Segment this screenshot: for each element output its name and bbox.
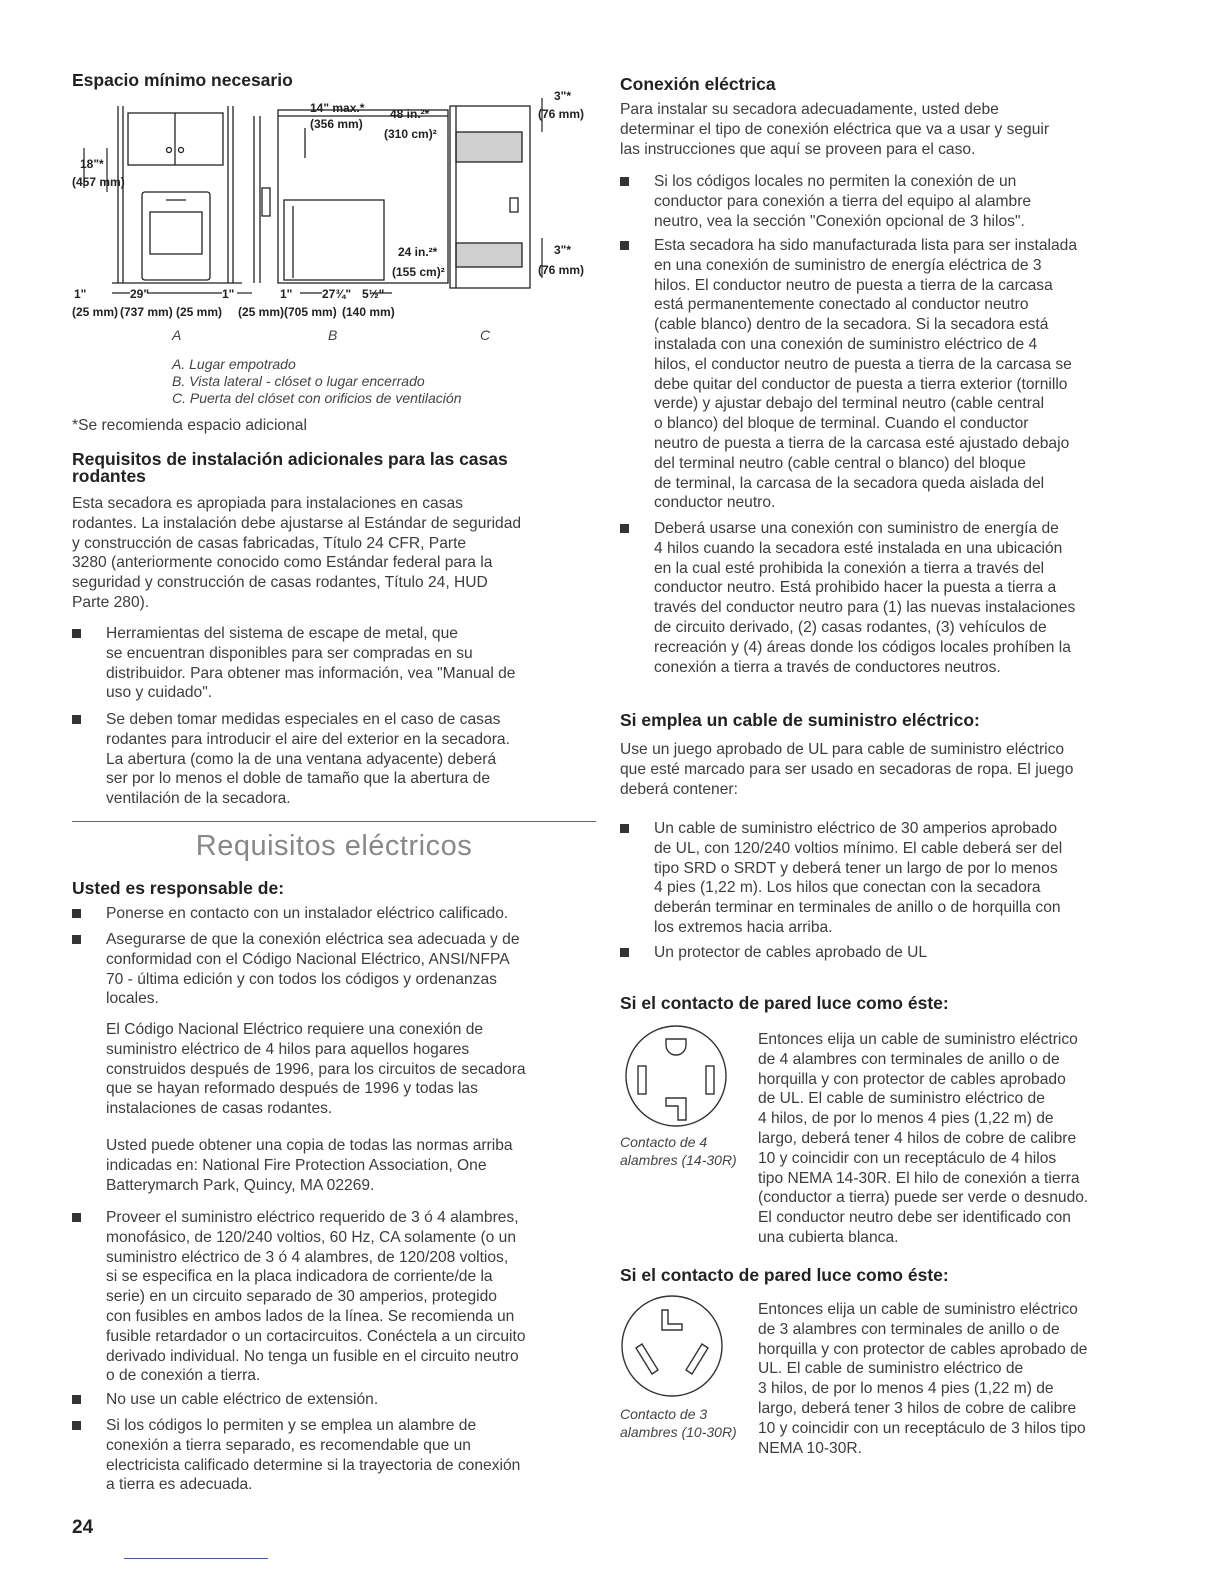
dim-b1: 1" xyxy=(74,287,87,301)
dim-b1c: 1" xyxy=(280,287,293,301)
dim-b1b-mm: (25 mm) xyxy=(176,305,223,319)
section-title: Requisitos eléctricos xyxy=(195,830,473,862)
dim-14-mm: (356 mm) xyxy=(310,117,363,131)
dim-24-cm: (155 cm)² xyxy=(392,265,445,279)
dim-18-mm: (457 mm) xyxy=(72,175,125,189)
section-divider xyxy=(72,821,596,822)
mobile-home-paragraph: Esta secadora es apropiada para instalaciones en casas rodantes. La instalación debe ajustarse al Estándar de seguridad y construcción de casas fabricadas, Título 24 CFR, Parte 3280 (anteriormente conocido como Estándar federal para la seguridad y construcción de casas rodantes, Título 24, HUD Parte 280). xyxy=(72,495,522,611)
dim-3-bot: 3"* xyxy=(554,243,572,257)
wall1-text: Entonces elija un cable de suministro eléctrico de 4 alambres con terminales de anillo o de horquilla y con protector de cables aprobado de UL. El cable de suministro eléctrico de 4 hilos, de por lo menos 4 pies (1,22 m) de largo, deberá tener 4 hilos de cobre de calibre 10 y coincidir con un receptáculo de 4 hilos tipo NEMA 14-30R. El hilo de conexión a tierra (conductor a tierra) puede ser verde o desnudo. El conductor neutro debe ser identificado con una cubierta blanca. xyxy=(758,1031,1089,1246)
cord-bullet-1: Un cable de suministro eléctrico de 30 amperios aprobado de UL, con 120/240 voltios mínimo. El cable deberá ser del tipo SRD o SRDT y deberá tener un largo de por lo menos 4 pies (1,22 m). Los hilos que conectan con la secadora deberán terminar en terminales de anillo o de horquilla con los extremos hacia arriba. xyxy=(620,819,1174,938)
conn-intro: Para instalar su secadora adecuadamente, usted debe determinar el tipo de conexión eléctrica que va a usar y seguir las instrucciones que aquí se proveen para el caso. xyxy=(620,101,1050,158)
dim-b1c-mm: (25 mm) xyxy=(238,305,285,319)
label-a: A xyxy=(172,327,182,343)
dim-3-top: 3"* xyxy=(554,89,572,103)
dim-24: 24 in.²* xyxy=(398,245,438,259)
conn-bullet-1: Si los códigos locales no permiten la conexión de un conductor para conexión a tierra del equipo al alambre neutro, vea la sección "Conexión opcional de 3 hilos". xyxy=(620,172,1174,231)
mobile-bullet-2: Se deben tomar medidas especiales en el caso de casas rodantes para introducir el aire del exterior en la secadora. La abertura (como la de una ventana adyacente) deberá ser por lo menos el doble de tamaño que la abertura de ventilación de la secadora. xyxy=(72,710,596,809)
responsible-bullet-2: Asegurarse de que la conexión eléctrica sea adecuada y de conformidad con el Código Nacional Eléctrico, ANSI/NFPA 70 - última edición y con todos los códigos y ordenanzas locales. xyxy=(72,930,626,1009)
additional-space-note: *Se recomienda espacio adicional xyxy=(72,417,307,434)
dim-b1-mm: (25 mm) xyxy=(72,305,119,319)
dim-18: 18"* xyxy=(80,157,104,171)
conn-heading: Conexión eléctrica xyxy=(620,74,776,94)
responsible-bullet-5: Si los códigos lo permiten y se emplea un alambre de conexión a tierra separado, es recomendable que un electricista calificado determine si la trayectoria de conexión a tierra es adecuada. xyxy=(72,1416,626,1495)
wall1-caption: Contacto de 4 alambres (14-30R) xyxy=(620,1134,737,1168)
dim-b5-mm: (140 mm) xyxy=(342,305,395,319)
wall2-text: Entonces elija un cable de suministro eléctrico de 3 alambres con terminales de anillo o de horquilla y con protector de cables aprobado de UL. El cable de suministro eléctrico de 3 hilos, de por lo menos 4 pies (1,22 m) de largo, deberá tener 3 hilos de cobre de calibre 10 y coincidir con un receptáculo de 3 hilos tipo NEMA 10-30R. xyxy=(758,1301,1088,1457)
cord-intro: Use un juego aprobado de UL para cable de suministro eléctrico que esté marcado para ser usado en secadoras de ropa. El juego deberá contener: xyxy=(620,741,1074,798)
dryer-front xyxy=(142,192,210,280)
three-wire-outlet-icon xyxy=(618,1292,726,1400)
dim-b29-mm: (737 mm) xyxy=(120,305,173,319)
conn-bullet-2: Esta secadora ha sido manufacturada lista para ser instalada en una conexión de suministro de energía eléctrica de 3 hilos. El conductor neutro de puesta a tierra de la carcasa está permanentemente conectado al conductor neutro (cable blanco) dentro de la secadora. Si la secadora está instalada con una conexión de suministro eléctrico de 4 hilos, el conductor neutro de puesta a tierra de la carcasa se debe quitar del conductor de puesta a tierra exterior (tornillo verde) y ajustar debajo del terminal neutro (cable central o blanco) del bloque de terminal. Cuando el conductor neutro de puesta a tierra de la carcasa esté ajustado debajo del terminal neutro (cable central o blanco) del bloque de terminal, la carcasa de la secadora queda aislada del conductor neutro. xyxy=(620,236,1174,513)
mobile-home-heading: Requisitos de instalación adicionales para las casas rodantes xyxy=(72,449,508,486)
mobile-bullet-1: Herramientas del sistema de escape de metal, que se encuentran disponibles para ser compradas en su distribuidor. Para obtener mas información, vea "Manual de uso y cuidado". xyxy=(72,624,596,703)
cord-heading: Si emplea un cable de suministro eléctrico: xyxy=(620,710,980,730)
nfpa-paragraph: Usted puede obtener una copia de todas las normas arriba indicadas en: National Fire Protection Association, One Batterymarch Park, Quincy, MA 02269. xyxy=(106,1137,513,1194)
page-number: 24 xyxy=(72,1517,94,1538)
dim-48: 48 in.²* xyxy=(390,107,430,121)
caption-a: A. Lugar empotrado xyxy=(172,356,296,372)
cord-bullet-2: Un protector de cables aprobado de UL xyxy=(620,943,1174,963)
wall2-heading: Si el contacto de pared luce como éste: xyxy=(620,1265,949,1285)
caption-c: C. Puerta del clóset con orificios de ventilación xyxy=(172,390,462,406)
four-wire-outlet-icon xyxy=(622,1022,730,1130)
dim-14: 14" max.* xyxy=(310,101,365,115)
nec-paragraph: El Código Nacional Eléctrico requiere una conexión de suministro eléctrico de 4 hilos para aquellos hogares construidos después de 1996, para los circuitos de secadora que se hayan reformado después de 1996 y todas las instalaciones de casas rodantes. xyxy=(106,1021,526,1118)
dim-b27: 27¾" xyxy=(322,287,352,301)
label-b: B xyxy=(328,327,338,343)
footer-line xyxy=(124,1558,268,1559)
clearance-figure xyxy=(72,88,592,353)
dim-3-top-mm: (76 mm) xyxy=(538,107,585,121)
label-c: C xyxy=(480,327,491,343)
caption-b: B. Vista lateral - clóset o lugar encerrado xyxy=(172,373,425,389)
dim-b27-mm: (705 mm) xyxy=(284,305,337,319)
wall2-caption: Contacto de 3 alambres (10-30R) xyxy=(620,1406,737,1440)
wall1-heading: Si el contacto de pared luce como éste: xyxy=(620,993,949,1013)
conn-bullet-3: Deberá usarse una conexión con suministro de energía de 4 hilos cuando la secadora esté instalada en una ubicación en la cual esté prohibida la conexión a tierra a través del conductor neutro. Está prohibido hacer la puesta a tierra a través del conductor neutro para (1) las nuevas instalaciones de circuito derivado, (2) casas rodantes, (3) vehículos de recreación y (4) áreas donde los códigos locales prohíben la conexión a tierra a través de conductores neutros. xyxy=(620,519,1174,677)
responsible-heading: Usted es responsable de: xyxy=(72,878,285,898)
space-heading: Espacio mínimo necesario xyxy=(72,70,293,90)
dim-3-bot-mm: (76 mm) xyxy=(538,263,585,277)
dim-b5: 5½" xyxy=(362,287,385,301)
dim-b29: 29" xyxy=(130,287,150,301)
dim-48-cm: (310 cm)² xyxy=(384,127,437,141)
responsible-bullet-3: Proveer el suministro eléctrico requerido de 3 ó 4 alambres, monofásico, de 120/240 voltios, 60 Hz, CA solamente (o un suministro eléctrico de 3 ó 4 alambres, de 120/208 voltios, si se especifica en la placa indicadora de corriente/de la serie) en un circuito separado de 30 amperios, protegido con fusibles en ambos lados de la línea. Se recomienda un fusible retardador o un cortacircuitos. Conéctela a un circuito derivado individual. No tenga un fusible en el circuito neutro o de conexión a tierra. xyxy=(72,1208,630,1386)
responsible-bullet-4: No use un cable eléctrico de extensión. xyxy=(72,1390,626,1410)
responsible-bullet-1: Ponerse en contacto con un instalador eléctrico calificado. xyxy=(72,904,626,924)
figure-captions xyxy=(172,356,461,407)
dim-b1b: 1" xyxy=(222,287,235,301)
